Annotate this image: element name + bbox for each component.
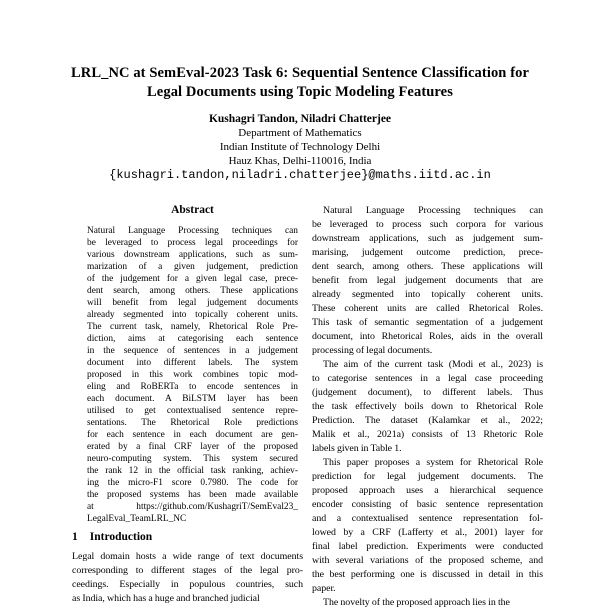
- text-line: The current task, namely, Rhetorical Role Pre-: [87, 322, 298, 332]
- left-column: [72, 204, 303, 610]
- text-line: ceedings. Especially in populous countries, such: [72, 579, 303, 590]
- section-title: Introduction: [89, 531, 153, 543]
- introduction-text: [72, 550, 303, 606]
- text-line: encoder consisting of basic sentence representation: [312, 499, 543, 510]
- text-line: be leveraged to process such corpora for various: [312, 219, 543, 230]
- paper-title: [0, 64, 600, 101]
- text-line: of the judgement for a given legal case, prece-: [87, 274, 298, 284]
- text-line: will benefit from legal judgement documents: [87, 298, 298, 308]
- text-line: proposed approach uses a hierarchical sequence: [312, 485, 543, 496]
- abstract-body: [87, 225, 298, 525]
- text-line: as India, which has a huge and branched judicial: [72, 593, 260, 604]
- text-line: ing the micro-F1 score 0.7980. The code for: [87, 478, 298, 488]
- text-line: prediction for legal judgement documents. The: [312, 471, 543, 482]
- text-line: corresponding to different stages of the legal pro-: [72, 565, 303, 576]
- paragraph: [87, 225, 298, 525]
- paper-title-line-2: Legal Documents using Topic Modeling Features: [147, 83, 453, 100]
- text-line: neuro-computing system. This system secured: [87, 454, 298, 464]
- text-line: document, into Rhetorical Roles, aids in the overall: [312, 331, 543, 342]
- text-line: to categorise sentences in a legal case proceeding: [312, 373, 543, 384]
- text-line: marising, judgement outcome prediction, prece-: [312, 247, 543, 258]
- text-line: be leveraged to process legal proceedings for: [87, 238, 298, 248]
- text-line: This paper proposes a system for Rhetorical Role: [323, 457, 543, 468]
- affiliation-department: Department of Mathematics: [238, 127, 362, 139]
- text-line: and a contextualised sentence representation fol-: [312, 513, 543, 524]
- text-line: in the sequence of sentences in a judgement: [87, 346, 298, 356]
- text-line: Legal domain hosts a wide range of text documents: [72, 551, 303, 562]
- paper-header: [0, 0, 600, 182]
- text-line: sentations. The Rhetorical Role predictions: [87, 418, 298, 428]
- text-line: Prediction. The dataset (Kalamkar et al., 2022;: [312, 415, 543, 426]
- text-line: various downstream applications, such as sum-: [87, 250, 298, 260]
- text-line: processing of legal documents.: [312, 345, 433, 356]
- text-line: dent search, among others. These applications will: [312, 261, 543, 272]
- section-number: 1: [72, 531, 78, 543]
- text-line: for each sentence in each document are gen-: [87, 430, 298, 440]
- paragraph: [72, 550, 303, 606]
- paragraph: [312, 596, 543, 610]
- paragraph: [312, 456, 543, 596]
- text-line: (judgement document), to different labels. Thus: [312, 387, 543, 398]
- paragraph: [312, 358, 543, 456]
- text-line: dent search, among others. These applications: [87, 286, 298, 296]
- text-line: The aim of the current task (Modi et al., 2023) is: [323, 359, 543, 370]
- text-line: document into different labels. The system: [87, 358, 298, 368]
- text-line: LegalEval_TeamLRL_NC: [87, 514, 187, 524]
- text-line: This task of semantic segmentation of a judgement: [312, 317, 543, 328]
- paper-title-line-1: LRL_NC at SemEval-2023 Task 6: Sequential Sentence Classification for: [70, 65, 530, 81]
- authors-line: Kushagri Tandon, Niladri Chatterjee: [208, 113, 392, 125]
- text-line: the task effectively boils down to Rhetorical Role: [312, 401, 543, 412]
- text-line: utilised to get contextualised sentence repre-: [87, 406, 298, 416]
- text-line: These coherent units are called Rhetorical Roles.: [312, 303, 543, 314]
- text-line: final label prediction. Experiments were conducted: [312, 541, 543, 552]
- text-line: Natural Language Processing techniques can: [87, 226, 298, 236]
- text-line: diction, aims at categorising each sentence: [87, 334, 298, 344]
- text-line: benefit from legal judgement documents that are: [312, 275, 543, 286]
- text-line: eling and RoBERTa to encode sentences in: [87, 382, 298, 392]
- affiliation-address: Hauz Khas, Delhi-110016, India: [228, 155, 372, 167]
- paragraph: [312, 204, 543, 358]
- text-line: at https://github.com/KushagriT/SemEval23_: [87, 502, 298, 512]
- abstract-heading: Abstract: [171, 204, 214, 216]
- right-column: [312, 204, 543, 610]
- text-line: the best performing one is discussed in detail in this: [312, 569, 543, 580]
- two-column-body: [0, 204, 600, 610]
- text-line: with several variations of the proposed scheme, and: [312, 555, 543, 566]
- text-line: Malik et al., 2021a) consists of 13 Rhetoric Role: [312, 429, 543, 440]
- text-line: each document. A BiLSTM layer has been: [87, 394, 298, 404]
- text-line: lowed by a CRF (Lafferty et al., 2001) layer for: [312, 527, 543, 538]
- affiliation-institute: Indian Institute of Technology Delhi: [219, 141, 381, 153]
- text-line: paper.: [312, 583, 336, 594]
- authors-email: {kushagri.tandon,niladri.chatterjee}@maths.iitd.ac.in: [109, 168, 491, 182]
- text-line: erated by a final CRF layer of the proposed: [87, 442, 298, 452]
- text-line: Natural Language Processing techniques can: [323, 205, 543, 216]
- text-line: marization of a given judgement, prediction: [87, 262, 298, 272]
- text-line: The novelty of the proposed approach lies in the: [323, 597, 510, 608]
- text-line: the rank 12 in the official task ranking, achiev-: [87, 466, 298, 476]
- text-line: labels given in Table 1.: [312, 443, 402, 454]
- right-column-text: [312, 204, 543, 610]
- abstract-block: [72, 204, 303, 525]
- text-line: already segmented into topically coherent units.: [312, 289, 543, 300]
- section-heading-introduction: [72, 531, 303, 544]
- text-line: the proposed systems has been made available: [87, 490, 298, 500]
- text-line: proposed in this work combines topic mod-: [87, 370, 298, 380]
- text-line: already segmented into topically coherent units.: [87, 310, 298, 320]
- text-line: downstream applications, such as judgement sum-: [312, 233, 543, 244]
